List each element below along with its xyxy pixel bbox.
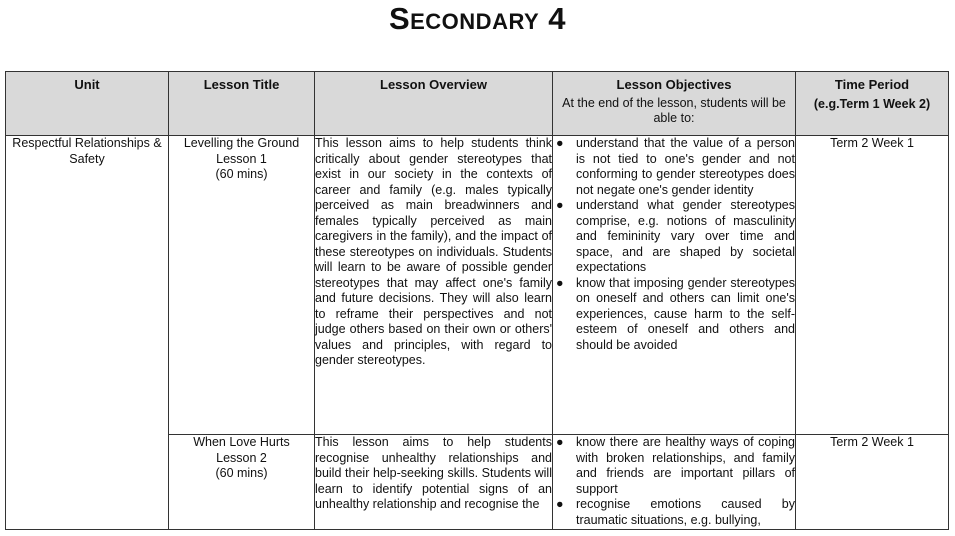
curriculum-table [5, 71, 949, 530]
table-row [6, 136, 949, 435]
lesson-duration: (60 mins) [215, 167, 268, 181]
unit-name: Respectful Relationships & Safety [12, 136, 162, 166]
objective-text: understand what gender stereotypes comprise, e.g. notions of masculinity and femininity vary over time and space, and are shaped by societal expectations [576, 198, 795, 274]
objectives-list [553, 136, 795, 353]
objective-text: understand that the value of a person is not tied to one's gender and not conforming to gender stereotypes does not negate one's gender identity [576, 136, 795, 197]
header-lesson-title-label: Lesson Title [203, 77, 280, 92]
bullet-icon: ● [556, 198, 564, 212]
table-header-row [6, 72, 949, 136]
lesson-title-cell [169, 136, 315, 435]
list-item [553, 497, 795, 528]
objectives-list [553, 435, 795, 528]
objectives-clip [553, 435, 795, 528]
header-lesson-objectives-label: Lesson Objectives [616, 77, 732, 92]
list-item [553, 136, 795, 198]
header-lesson-overview [315, 72, 553, 136]
bullet-icon: ● [556, 435, 564, 449]
lesson-number: Lesson 1 [216, 151, 267, 166]
lesson-title-cell [169, 435, 315, 530]
bullet-icon: ● [556, 136, 564, 150]
objective-text: recognise emotions caused by traumatic situations, e.g. bullying, [576, 497, 795, 527]
lesson-objectives-cell [553, 136, 796, 435]
lesson-duration: (60 mins) [215, 466, 268, 480]
list-item [553, 276, 795, 354]
page-title: Secondary 4 [388, 1, 567, 36]
header-unit-label: Unit [74, 77, 100, 92]
time-period-cell [796, 136, 949, 435]
list-item [553, 435, 795, 497]
lesson-overview-cell [315, 435, 553, 530]
header-lesson-overview-label: Lesson Overview [380, 77, 487, 92]
lesson-overview-cell [315, 136, 553, 435]
lesson-objectives-cell [553, 435, 796, 530]
header-lesson-title [169, 72, 315, 136]
bullet-icon: ● [556, 275, 564, 290]
header-time-period-label: Time Period [834, 77, 910, 92]
list-item [553, 198, 795, 276]
time-period: Term 2 Week 1 [830, 435, 914, 449]
lesson-overview-text: This lesson aims to help students recognise unhealthy relationships and build their help-seeking skills. Students will learn to identify potential signs of an unhealthy relationship and recognise the [315, 435, 552, 511]
unit-cell [6, 136, 169, 530]
header-unit [6, 72, 169, 136]
header-lesson-objectives [553, 72, 796, 136]
objective-text: know that imposing gender stereotypes on oneself and others can limit one's experiences, cause harm to the self-esteem of oneself and others and should be avoided [576, 275, 795, 352]
lesson-title: When Love Hurts [193, 435, 290, 449]
lesson-number: Lesson 2 [216, 450, 267, 465]
header-lesson-objectives-subtitle: At the end of the lesson, students will be able to: [562, 95, 786, 125]
lesson-overview-text: This lesson aims to help students think critically about gender stereotypes that exist in our society in the contexts of career and family (e.g. males typically perceived as main breadwinners and females typically perceived as main caregivers in the family), and the impact of these stereotypes on individuals. Students will learn to be aware of possible gender stereotypes that may affect one's family and future decisions. They will also learn to reframe their perspectives and not judge others based on their own or others' values and principles, with regard to gender stereotypes. [315, 136, 552, 367]
header-time-period [796, 72, 949, 136]
time-period-cell [796, 435, 949, 530]
bullet-icon: ● [556, 497, 564, 511]
objective-text: know there are healthy ways of coping with broken relationships, and family and friends are important pillars of support [576, 435, 795, 496]
lesson-title: Levelling the Ground [183, 136, 300, 150]
time-period: Term 2 Week 1 [830, 136, 914, 150]
header-time-period-subtitle: (e.g.Term 1 Week 2) [813, 96, 931, 111]
